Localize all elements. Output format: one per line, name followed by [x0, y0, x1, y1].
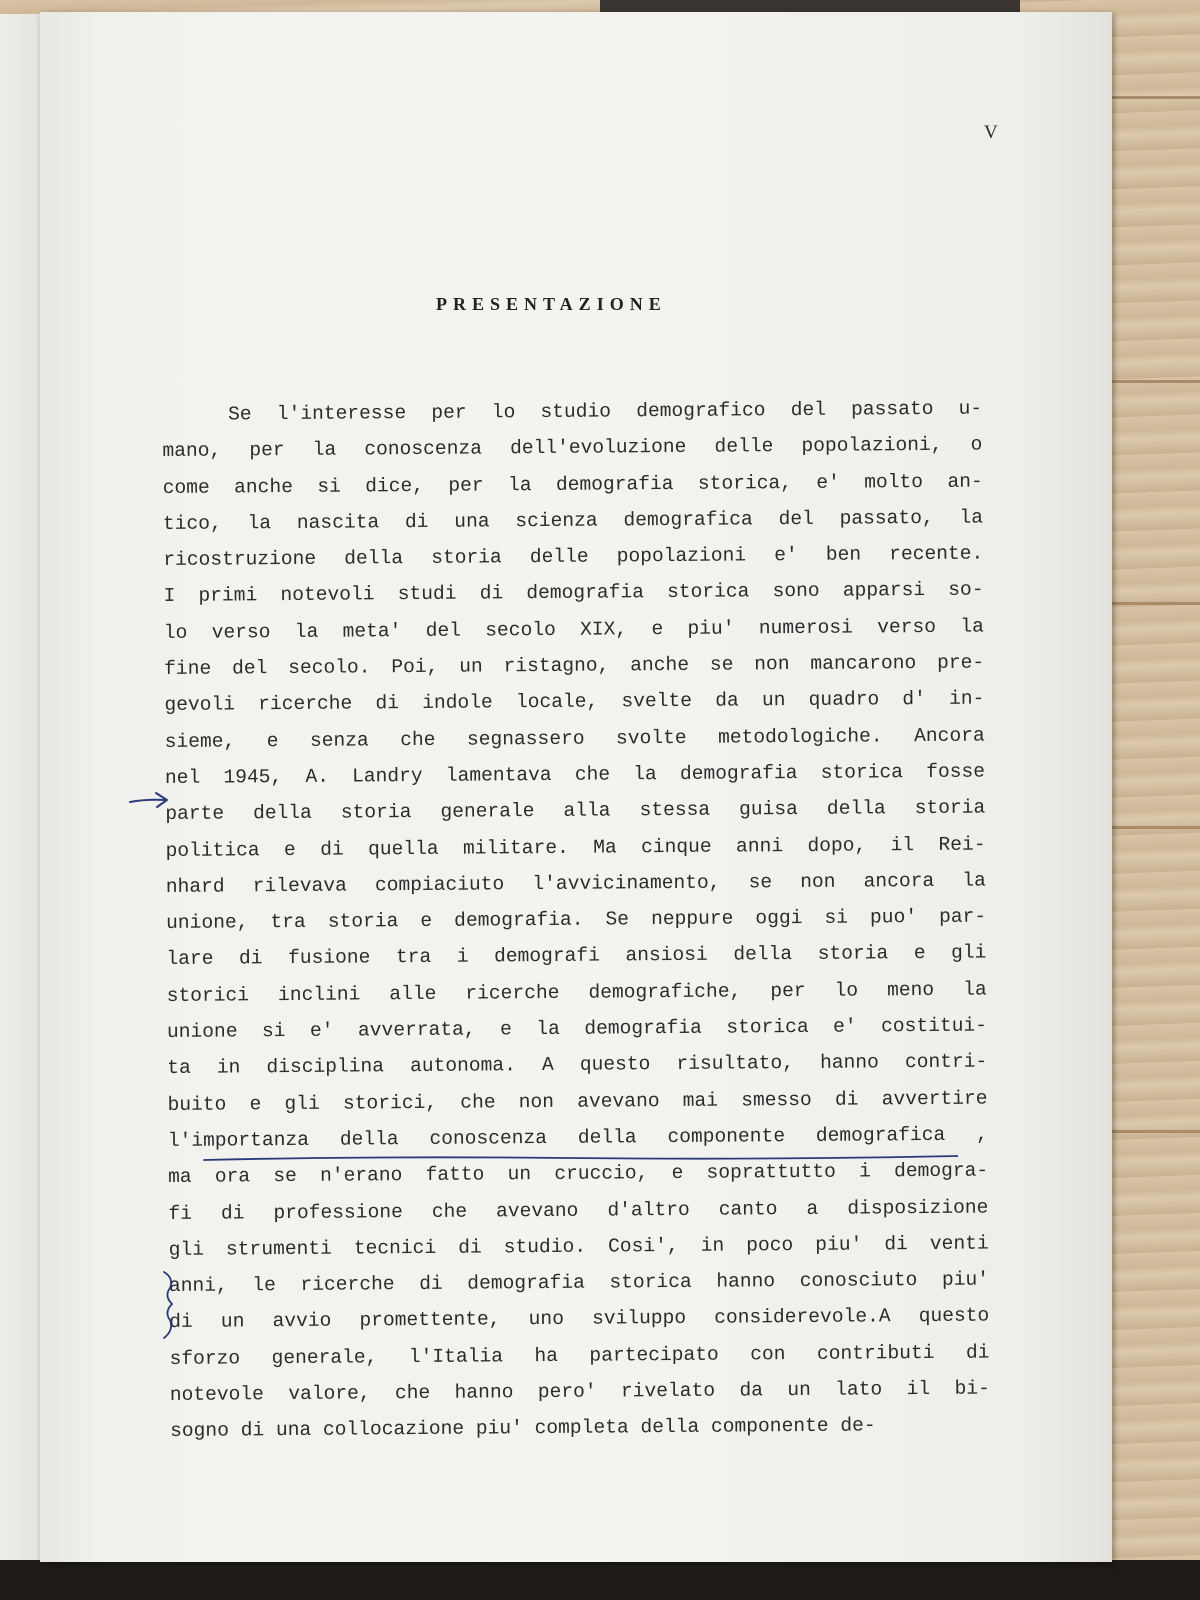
text-line: sforzo generale, l'Italia ha partecipato con contributi di — [169, 1341, 990, 1370]
page-number: V — [984, 122, 998, 143]
text-line: lo verso la meta' del secolo XIX, e piu' numerosi verso la — [163, 615, 984, 644]
plank-seam — [1110, 602, 1200, 605]
text-line: l'importanza della conoscenza della componente demografica , — [167, 1123, 988, 1152]
text-line: unione si e' avverrata, e la demografia storica e' costitui- — [166, 1014, 988, 1044]
body-text — [162, 391, 990, 1450]
text-line: nel 1945, A. Landry lamentava che la demografia storica fosse — [164, 760, 986, 789]
text-line: nhard rilevava compiaciuto l'avvicinamento, se non ancora la — [165, 869, 986, 898]
text-line: mano, per la conoscenza dell'evoluzione delle popolazioni, o — [162, 433, 983, 463]
text-line: storici inclini alle ricerche demografiche, per lo meno la — [166, 978, 987, 1007]
plank-seam — [1110, 380, 1200, 383]
text-line: gli strumenti tecnici di studio. Cosi', in poco piu' di venti — [168, 1232, 989, 1261]
page-title: PRESENTAZIONE — [436, 294, 667, 314]
text-line: ma ora se n'erano fatto un cruccio, e soprattutto i demogra- — [168, 1159, 989, 1189]
text-line: fi di professione che avevano d'altro canto a disposizione — [168, 1196, 989, 1225]
text-line: unione, tra storia e demografia. Se neppure oggi si puo' par- — [166, 905, 987, 935]
background-shadow-bottom — [0, 1560, 1200, 1600]
text-line: parte della storia generale alla stessa guisa della storia — [165, 796, 986, 826]
plank-seam — [1110, 826, 1200, 829]
text-line: tico, la nascita di una scienza demografica del passato, la — [162, 506, 984, 535]
text-line: Se l'interesse per lo studio demografico del passato u- — [228, 397, 983, 426]
text-line: ta in disciplina autonoma. A questo risultato, hanno contri- — [167, 1050, 988, 1080]
text-line: fine del secolo. Poi, un ristagno, anche se non mancarono pre- — [164, 651, 985, 681]
arrow-icon — [128, 788, 170, 810]
plank-seam — [1110, 1130, 1200, 1133]
text-line: politica e di quella militare. Ma cinque anni dopo, il Rei- — [165, 833, 986, 862]
text-line: come anche si dice, per la demografia storica, e' molto an- — [162, 470, 983, 499]
text-line: sogno di una collocazione piu' completa della componente de- — [170, 1414, 876, 1443]
pen-bracket-icon — [160, 1270, 180, 1340]
book-page — [40, 12, 1112, 1562]
text-line: lare di fusione tra i demografi ansiosi della storia e gli — [166, 941, 987, 971]
text-line: ricostruzione della storia delle popolazioni e' ben recente. — [163, 542, 984, 572]
text-line: I primi notevoli studi di demografia storica sono apparsi so- — [163, 579, 984, 608]
text-line: notevole valore, che hanno pero' rivelato da un lato il bi- — [169, 1377, 990, 1406]
pen-underline-icon — [168, 1152, 958, 1166]
text-line: di un avvio promettente, uno sviluppo considerevole.A questo — [169, 1304, 990, 1334]
text-line: buito e gli storici, che non avevano mai smesso di avvertire — [167, 1087, 988, 1116]
text-line: sieme, e senza che segnassero svolte metodologiche. Ancora — [164, 724, 985, 753]
plank-seam — [1110, 96, 1200, 99]
text-line: gevoli ricerche di indole locale, svelte da un quadro d' in- — [164, 687, 985, 717]
text-line: anni, le ricerche di demografia storica hanno conosciuto piu' — [168, 1268, 990, 1298]
